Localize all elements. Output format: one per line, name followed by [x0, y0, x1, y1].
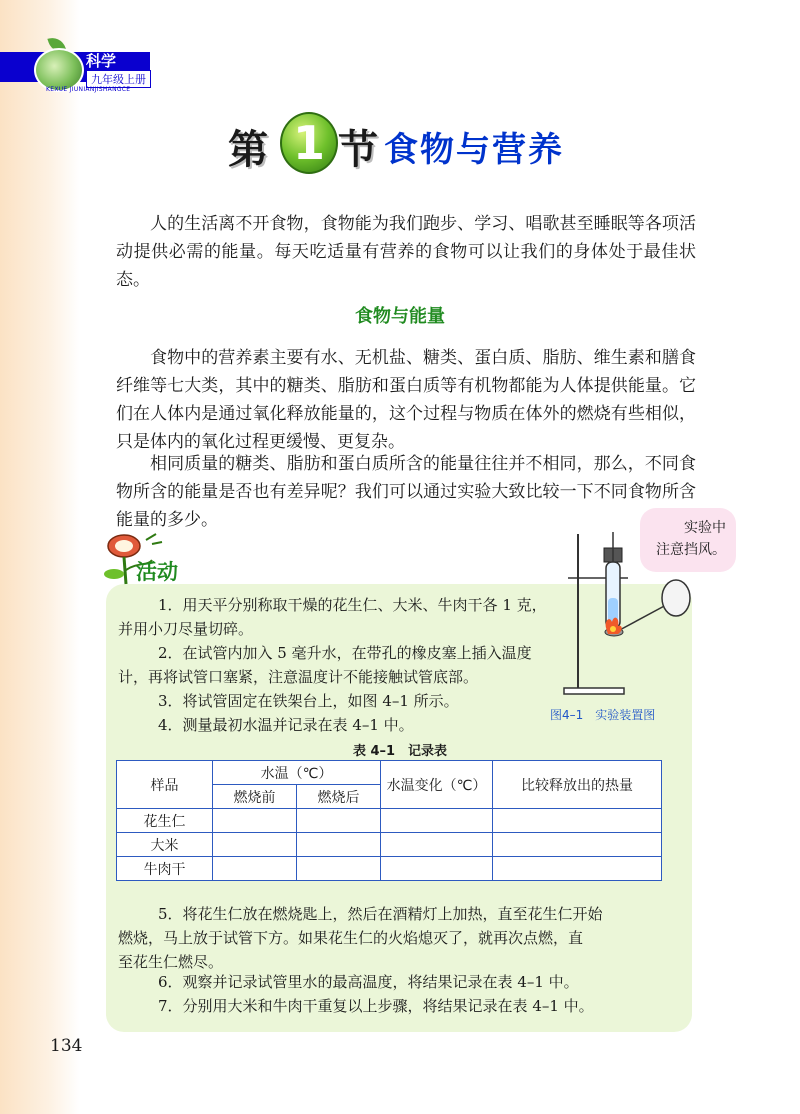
th-heat: 比较释放出的热量: [493, 761, 662, 809]
record-table: [116, 760, 662, 881]
apparatus-figure: [560, 528, 696, 706]
paragraph-energy: 相同质量的糖类、脂肪和蛋白质所含的能量往往并不相同，那么，不同食物所含的能量是否也有差异呢？我们可以通过实验大致比较一下不同食物所含能量的多少。: [116, 454, 696, 530]
step-1: 1．用天平分别称取干燥的花生仁、大米、牛肉干各 1 克， 并用小刀尽量切碎。: [118, 596, 547, 638]
header-subject: 科学: [86, 52, 117, 70]
figure-caption: 图4–1 实验装置图: [550, 708, 656, 722]
row-label: 花生仁: [117, 809, 213, 833]
paragraph-nutrients: 食物中的营养素主要有水、无机盐、糖类、蛋白质、脂肪、维生素和膳食纤维等七大类，其中的糖类、脂肪和蛋白质等有机物都能为人体提供能量。它们在人体内是通过氧化释放能量的，这个过程与物质在体外的燃烧有些相似，只是体内的氧化过程更缓慢、更复杂。: [116, 348, 696, 452]
th-water-temp: 水温（℃）: [213, 761, 381, 785]
row-label: 大米: [117, 833, 213, 857]
title-di: 第: [228, 126, 268, 173]
activity-label: 活动: [136, 560, 178, 584]
tip-line-2: 注意挡风。: [656, 542, 726, 558]
row-label: 牛肉干: [117, 857, 213, 881]
tip-line-1: 实验中: [684, 520, 726, 536]
step-4: 4．测量最初水温并记录在表 4–1 中。: [158, 716, 414, 734]
step-7: 7．分别用大米和牛肉干重复以上步骤，将结果记录在表 4–1 中。: [158, 997, 594, 1015]
step-6: 6．观察并记录试管里水的最高温度，将结果记录在表 4–1 中。: [158, 973, 579, 991]
table-row: [117, 809, 662, 833]
table-row: [117, 833, 662, 857]
th-change: 水温变化（℃）: [381, 761, 493, 809]
th-sample: 样品: [117, 761, 213, 809]
table-row: [117, 857, 662, 881]
step-2: 2．在试管内加入 5 毫升水，在带孔的橡皮塞上插入温度 计，再将试管口塞紧，注意温度计不能接触试管底部。: [118, 644, 532, 686]
table-caption: 表 4–1 记录表: [352, 744, 448, 759]
step-3: 3．将试管固定在铁架台上，如图 4–1 所示。: [158, 692, 459, 710]
page-number: 134: [50, 1036, 83, 1056]
header-grade: 九年级上册: [86, 70, 151, 88]
title-name: 食物与营养: [384, 130, 564, 170]
intro-paragraph: 人的生活离不开食物，食物能为我们跑步、学习、唱歌甚至睡眠等各项活动提供必需的能量。每天吃适量有营养的食物可以让我们的身体处于最佳状态。: [116, 214, 696, 290]
title-number: 1: [292, 116, 325, 170]
chapter-title: [226, 112, 586, 178]
th-after: 燃烧后: [297, 785, 381, 809]
header-pinyin: KEXUE JIUNIANJISHANGCE: [46, 86, 131, 93]
page-margin-gradient: [0, 0, 83, 1114]
step-5: 5．将花生仁放在燃烧匙上，然后在酒精灯上加热，直至花生仁开始 燃烧，马上放于试管下方。如果花生仁的火焰熄灭了，就再次点燃，直 至花生仁燃尽。: [118, 905, 603, 971]
title-jie: 节: [338, 126, 378, 173]
th-before: 燃烧前: [213, 785, 297, 809]
section-title: 食物与能量: [355, 306, 445, 327]
